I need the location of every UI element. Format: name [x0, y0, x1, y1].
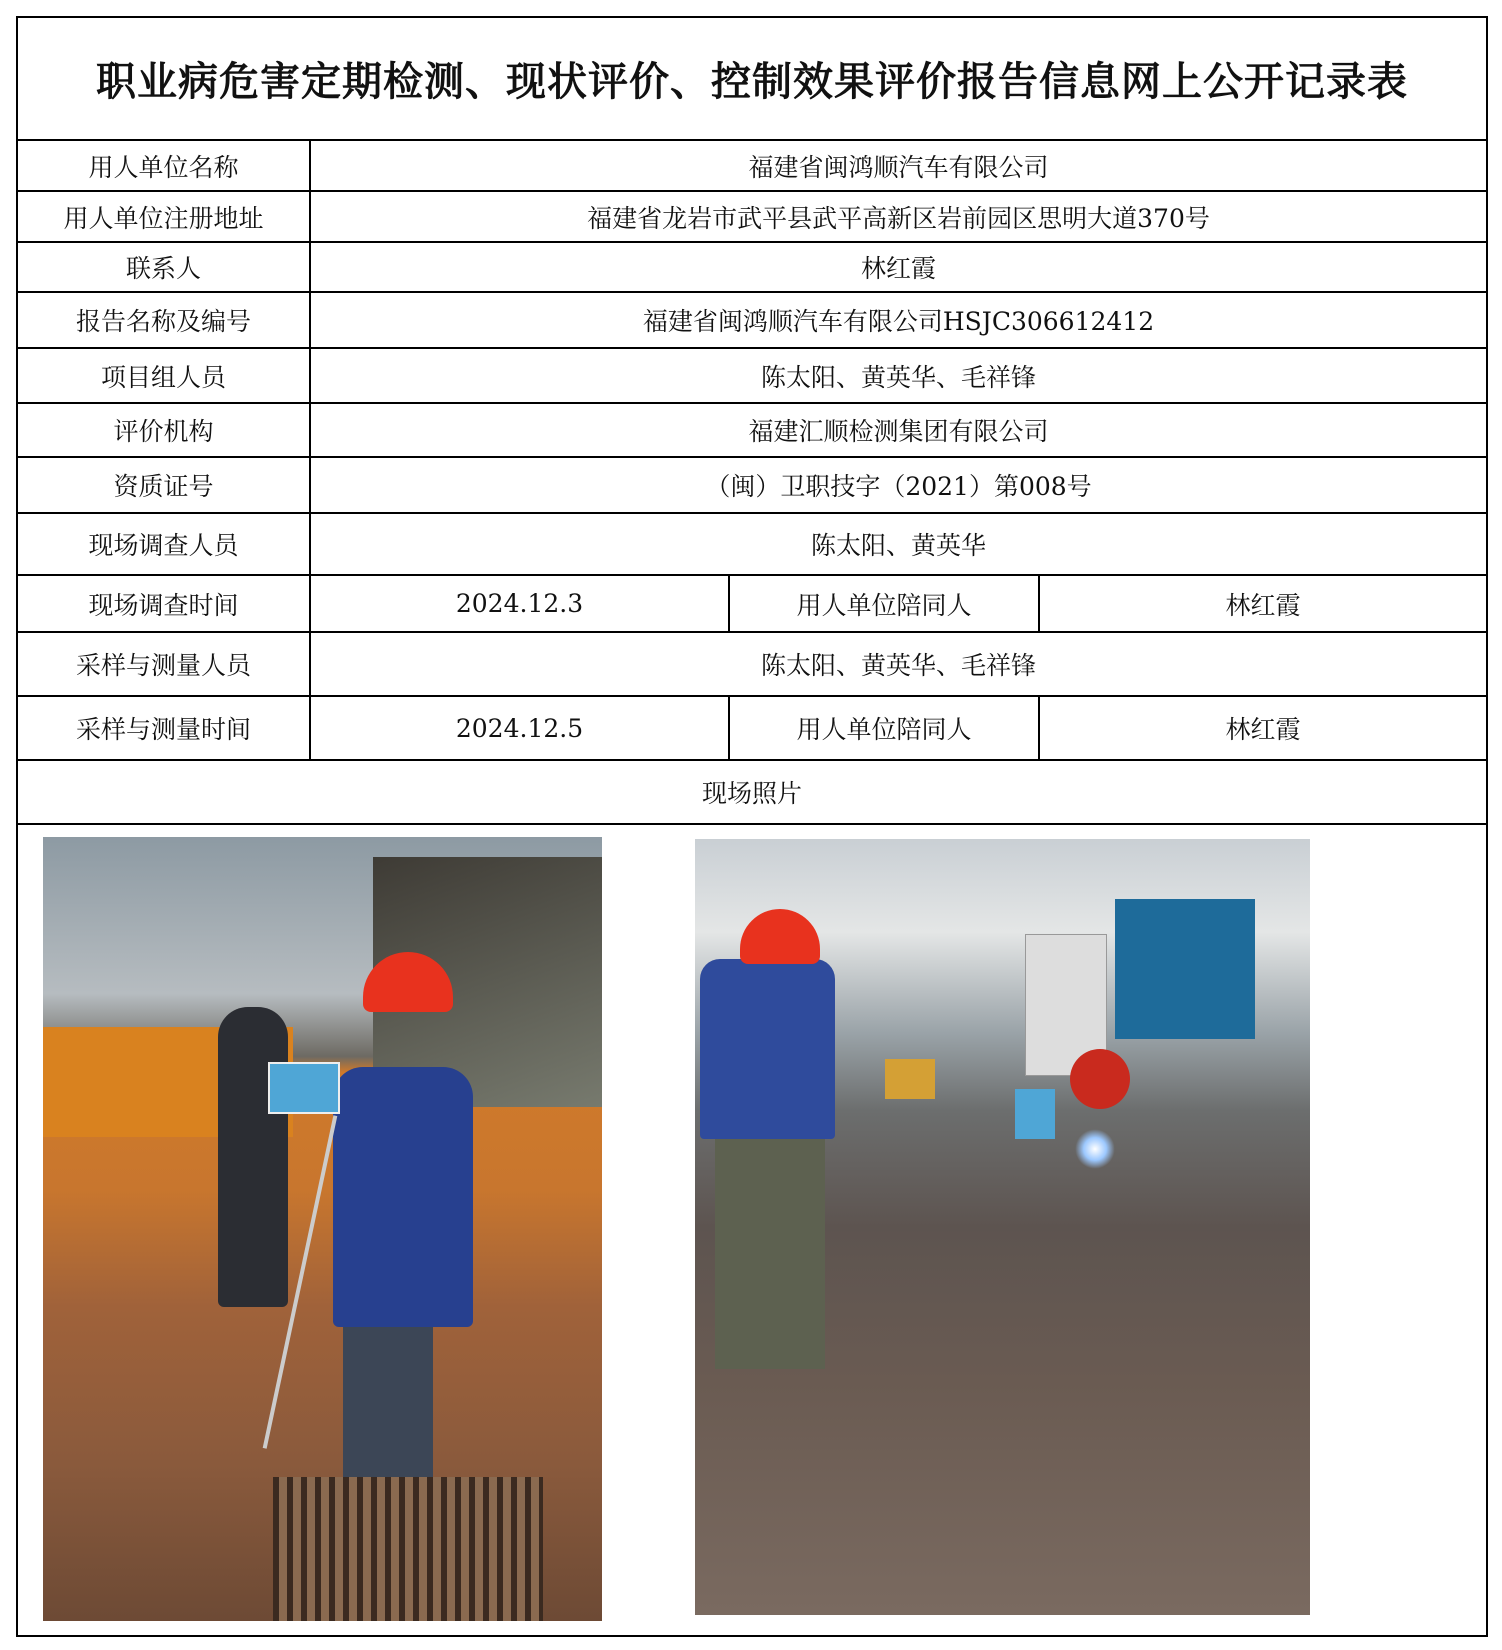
photo-truck-cab: [1115, 899, 1255, 1039]
photo-welder-helmet: [1070, 1049, 1130, 1109]
survey-companion-label: 用人单位陪同人: [729, 575, 1039, 632]
sampling-time-value: 2024.12.5: [310, 696, 729, 760]
survey-staff-label: 现场调查人员: [18, 513, 310, 575]
photo-sampling-device-2: [1015, 1089, 1055, 1139]
site-photo-2: [695, 839, 1310, 1615]
employer-name-value: 福建省闽鸿顺汽车有限公司: [310, 140, 1486, 191]
agency-label: 评价机构: [18, 403, 310, 457]
survey-staff-value: 陈太阳、黄英华: [310, 513, 1486, 575]
sampling-time-label: 采样与测量时间: [18, 696, 310, 760]
photo-worker-1: [218, 1007, 288, 1307]
photo-worker-pants: [715, 1139, 825, 1369]
report-label: 报告名称及编号: [18, 292, 310, 348]
sampling-staff-value: 陈太阳、黄英华、毛祥锋: [310, 632, 1486, 696]
photo-red-helmet: [740, 909, 820, 964]
certificate-value: （闽）卫职技字（2021）第008号: [310, 457, 1486, 513]
employer-address-label: 用人单位注册地址: [18, 191, 310, 242]
sampling-companion-label: 用人单位陪同人: [729, 696, 1039, 760]
photos-heading: 现场照片: [18, 760, 1486, 824]
sampling-staff-label: 采样与测量人员: [18, 632, 310, 696]
page-title: 职业病危害定期检测、现状评价、控制效果评价报告信息网上公开记录表: [18, 18, 1486, 140]
photo-sampling-device: [885, 1059, 935, 1099]
contact-label: 联系人: [18, 242, 310, 292]
survey-time-label: 现场调查时间: [18, 575, 310, 632]
sampling-companion-value: 林红霞: [1039, 696, 1486, 760]
photos-cell: [18, 824, 1486, 1637]
contact-value: 林红霞: [310, 242, 1486, 292]
photo-worker-vest: [333, 1067, 473, 1327]
project-team-label: 项目组人员: [18, 348, 310, 403]
photo-worker-vest: [700, 959, 835, 1139]
photo-floor-grate: [273, 1477, 543, 1621]
survey-companion-value: 林红霞: [1039, 575, 1486, 632]
report-value: 福建省闽鸿顺汽车有限公司HSJC306612412: [310, 292, 1486, 348]
photo-welding-spark: [1075, 1129, 1115, 1169]
agency-value: 福建汇顺检测集团有限公司: [310, 403, 1486, 457]
employer-address-value: 福建省龙岩市武平县武平高新区岩前园区思明大道370号: [310, 191, 1486, 242]
employer-name-label: 用人单位名称: [18, 140, 310, 191]
site-photo-1: [43, 837, 602, 1621]
survey-time-value: 2024.12.3: [310, 575, 729, 632]
record-table: [16, 16, 1488, 1637]
project-team-value: 陈太阳、黄英华、毛祥锋: [310, 348, 1486, 403]
certificate-label: 资质证号: [18, 457, 310, 513]
photo-sampling-device: [268, 1062, 340, 1114]
